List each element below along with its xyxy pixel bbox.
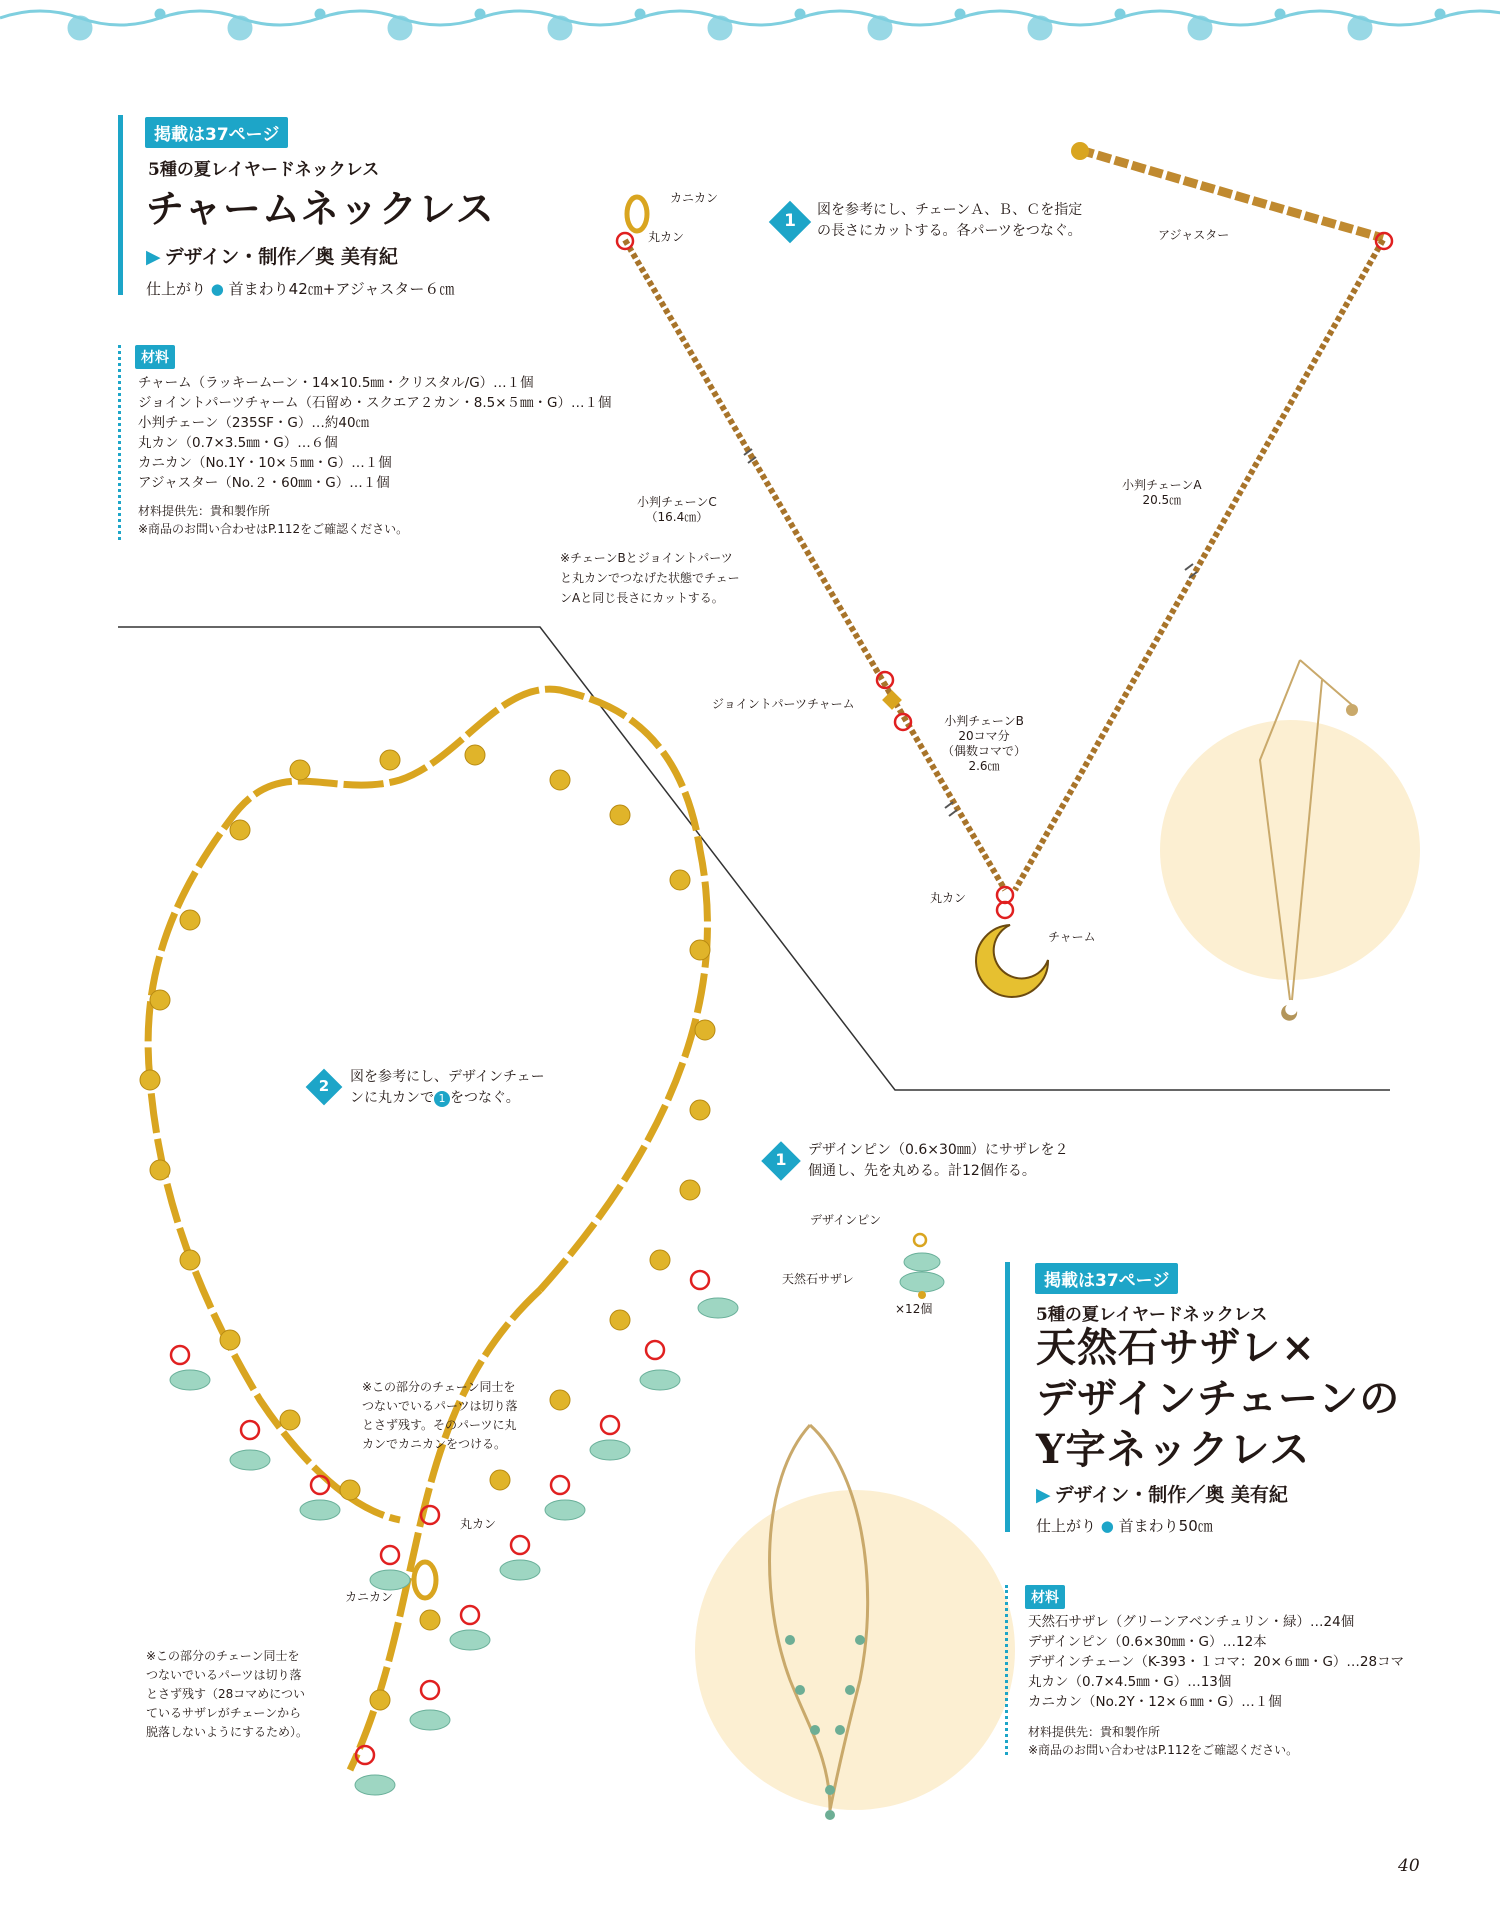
photo-backdrop-circle-2	[695, 1490, 1015, 1810]
label-marukan: 丸カン	[648, 230, 685, 244]
subtitle: 5種の夏レイヤードネックレス	[1036, 1305, 1268, 1325]
label-chain-c: 小判チェーンC （16.4㎝）	[637, 495, 717, 524]
label-adjuster: アジャスター	[1158, 228, 1230, 242]
label-marukan-2: 丸カン	[930, 891, 967, 905]
step-ref-badge: 1	[434, 1091, 450, 1107]
title: チャームネックレス	[146, 186, 495, 231]
bullet-icon: ●	[210, 280, 224, 298]
bullet-icon: ●	[1100, 1517, 1114, 1535]
material-item: デザインピン（0.6×30㎜・G）…12本	[1028, 1634, 1267, 1650]
photo-backdrop-circle	[1160, 720, 1420, 980]
materials-provider: 材料提供先：貴和製作所	[138, 504, 271, 518]
subtitle: 5種の夏レイヤードネックレス	[148, 160, 380, 180]
material-item: カニカン（No.1Y・10×５㎜・G）…１個	[138, 455, 392, 471]
materials-dotted-bar	[1005, 1585, 1008, 1755]
materials-list	[1028, 1612, 1404, 1712]
materials-list	[138, 373, 612, 493]
materials-dotted-bar	[118, 345, 121, 540]
inquiry-note: ※商品のお問い合わせはP.112をご確認ください。	[1028, 1743, 1299, 1757]
step-number: 1	[775, 1150, 787, 1169]
material-item: 丸カン（0.7×4.5㎜・G）…13個	[1028, 1674, 1232, 1690]
finish-size: 仕上がり ● 首まわり42㎝+アジャスター６㎝	[146, 280, 455, 298]
triangle-icon: ▶	[146, 246, 161, 268]
label-kanikan-y: カニカン	[345, 1590, 394, 1604]
label-chain-a: 小判チェーンA 20.5㎝	[1122, 478, 1202, 507]
materials-tag: 材料	[1025, 1585, 1065, 1609]
inquiry-note: ※商品のお問い合わせはP.112をご確認ください。	[138, 522, 409, 536]
step2-instruction: 図を参考にし、デザインチェー ンに丸カンで 1 をつなぐ。	[350, 1069, 545, 1106]
material-item: 丸カン（0.7×3.5㎜・G）…６個	[138, 435, 338, 451]
step-number: 2	[318, 1077, 330, 1095]
materials-provider: 材料提供先：貴和製作所	[1028, 1725, 1161, 1739]
material-item: チャーム（ラッキームーン・14×10.5㎜・クリスタル/G）…１個	[138, 375, 534, 391]
label-marukan-y: 丸カン	[460, 1517, 497, 1531]
designer-line: ▶ デザイン・制作／奥 美有紀	[1036, 1484, 1288, 1506]
material-item: カニカン（No.2Y・12×６㎜・G）…１個	[1028, 1694, 1282, 1710]
label-stone: 天然石サザレ	[782, 1272, 854, 1286]
material-item: アジャスター（No.２・60㎜・G）…１個	[138, 475, 390, 491]
label-design-pin: デザインピン	[810, 1213, 882, 1227]
chain-cut-note: ※チェーンBとジョイントパーツ と丸カンでつなげた状態でチェー ンAと同じ長さにカットする。	[560, 551, 740, 605]
step-number: 1	[784, 211, 796, 231]
title: 天然石サザレ× デザインチェーンの Y字ネックレス	[1036, 1324, 1401, 1473]
label-charm: チャーム	[1048, 930, 1096, 944]
lace-border	[0, 9, 1500, 40]
step1-instruction-y: デザインピン（0.6×30㎜）にサザレを２ 個通し、先を丸める。計12個作る。	[808, 1142, 1069, 1179]
label-joint: ジョイントパーツチャーム	[712, 697, 855, 711]
chain-note-1: ※この部分のチェーン同士を つないでいるパーツは切り落 とさず残す。そのパーツに丸 カンでカニカンをつける。	[362, 1380, 518, 1451]
material-item: ジョイントパーツチャーム（石留め・スクエア２カン・8.5×５㎜・G）…１個	[138, 395, 612, 411]
label-count: ×12個	[895, 1302, 933, 1316]
step1-instruction: 図を参考にし、チェーンＡ、Ｂ、Ｃを指定 の長さにカットする。各パーツをつなぐ。	[817, 202, 1083, 239]
chain-note-2: ※この部分のチェーン同士を つないでいるパーツは切り落 とさず残す（28コマめについ ているサザレがチェーンから 脱落しないようにするため）。	[146, 1649, 309, 1739]
designer-line: ▶ デザイン・制作／奥 美有紀	[146, 246, 398, 268]
material-item: 小判チェーン（235SF・G）…約40㎝	[138, 415, 370, 431]
material-item: 天然石サザレ（グリーンアベンチュリン・緑）…24個	[1028, 1614, 1355, 1630]
page-tag: 掲載は37ページ	[145, 117, 288, 148]
finish-size: 仕上がり ● 首まわり50㎝	[1036, 1517, 1213, 1535]
label-kanikan: カニカン	[670, 191, 719, 205]
page-number: 40	[1398, 1856, 1420, 1876]
material-item: デザインチェーン（K-393・１コマ：20×６㎜・G）…28コマ	[1028, 1654, 1405, 1670]
accent-bar	[118, 115, 123, 295]
page-tag: 掲載は37ページ	[1035, 1263, 1178, 1294]
triangle-icon: ▶	[1036, 1484, 1051, 1506]
materials-tag: 材料	[135, 345, 175, 369]
accent-bar	[1005, 1262, 1010, 1532]
label-chain-b: 小判チェーンB 20コマ分 （偶数コマで） 2.6㎝	[942, 714, 1027, 773]
